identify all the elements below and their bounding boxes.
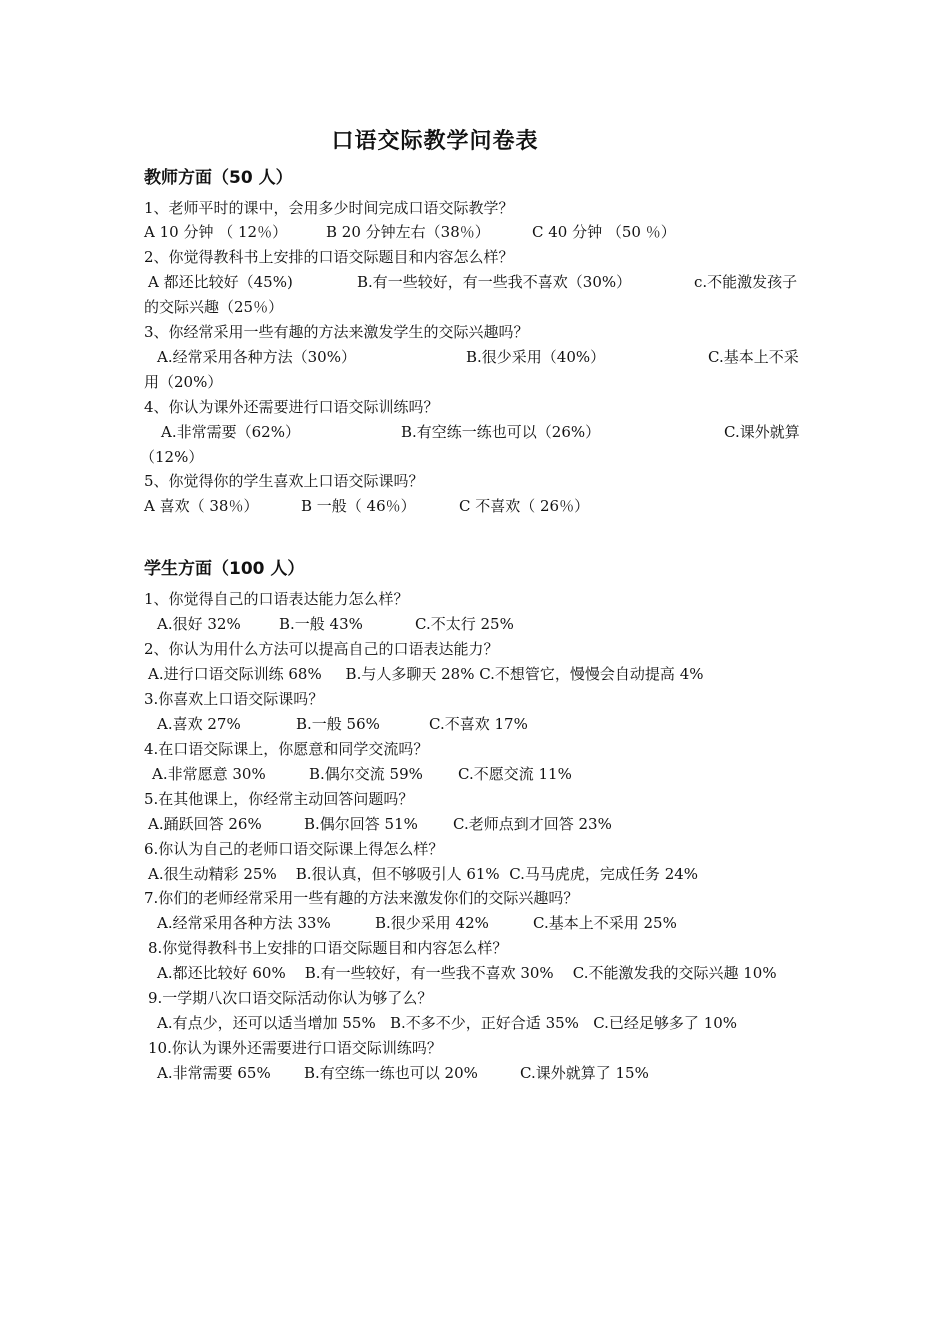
student-q1-option-b: B.一般 43% bbox=[279, 615, 363, 633]
teacher-q2-option-a: A 都还比较好（45%) bbox=[148, 273, 293, 291]
student-question-8: 8.你觉得教科书上安排的口语交际题目和内容怎么样？ bbox=[148, 939, 508, 957]
student-q7-option-b: B.很少采用 42% bbox=[375, 914, 489, 932]
teacher-q4-option-b: B.有空练一练也可以（26%） bbox=[401, 423, 601, 441]
student-q1-option-a: A.很好 32% bbox=[157, 615, 241, 633]
teacher-question-2: 2、你觉得教科书上安排的口语交际题目和内容怎么样？ bbox=[144, 248, 514, 266]
teacher-q2-option-c: c.不能激发孩子 bbox=[694, 273, 798, 291]
student-q4-option-c: C.不愿交流 11% bbox=[458, 765, 572, 783]
teacher-q4-option-c: C.课外就算 bbox=[724, 423, 800, 441]
teacher-q5-option-b: B 一般（ 46％） bbox=[301, 497, 416, 515]
student-q7-option-c: C.基本上不采用 25% bbox=[533, 914, 677, 932]
teacher-q2-option-c-continued: 的交际兴趣（25％） bbox=[144, 298, 284, 316]
student-question-6: 6.你认为自己的老师口语交际课上得怎么样？ bbox=[144, 840, 444, 858]
student-q5-option-a: A.踊跃回答 26% bbox=[148, 815, 262, 833]
teacher-question-4: 4、你认为课外还需要进行口语交际训练吗？ bbox=[144, 398, 439, 416]
teacher-q1-option-c: C 40 分钟 （50 ％） bbox=[532, 223, 676, 241]
student-options-9: A.有点少，还可以适当增加 55% B.不多不少，正好合适 35% C.已经足够多了 10% bbox=[157, 1014, 738, 1032]
student-q5-option-c: C.老师点到才回答 23% bbox=[453, 815, 612, 833]
teacher-section-heading: 教师方面（50 人） bbox=[144, 168, 293, 188]
student-options-6: A.很生动精彩 25% B.很认真，但不够吸引人 61% C.马马虎虎，完成任务 24% bbox=[148, 865, 699, 883]
student-options-8: A.都还比较好 60% B.有一些较好，有一些我不喜欢 30% C.不能激发我的交际兴趣 10% bbox=[157, 964, 777, 982]
student-question-3: 3.你喜欢上口语交际课吗？ bbox=[144, 690, 324, 708]
teacher-q3-option-a: A.经常采用各种方法（30%） bbox=[157, 348, 356, 366]
student-question-9: 9.一学期八次口语交际活动你认为够了么？ bbox=[148, 989, 433, 1007]
student-q3-option-a: A.喜欢 27% bbox=[157, 715, 241, 733]
teacher-q1-option-b: B 20 分钟左右（38％） bbox=[326, 223, 490, 241]
student-section-heading: 学生方面（100 人） bbox=[144, 559, 305, 579]
student-q3-option-c: C.不喜欢 17% bbox=[429, 715, 528, 733]
student-q10-option-a: A.非常需要 65% bbox=[157, 1064, 271, 1082]
student-question-7: 7.你们的老师经常采用一些有趣的方法来激发你们的交际兴趣吗？ bbox=[144, 889, 579, 907]
teacher-question-1: 1、老师平时的课中，会用多少时间完成口语交际教学？ bbox=[144, 199, 514, 217]
student-options-2: A.进行口语交际训练 68% B.与人多聊天 28% C.不想管它，慢慢会自动提高 4% bbox=[148, 665, 704, 683]
teacher-q3-option-b: B.很少采用（40%） bbox=[466, 348, 606, 366]
teacher-q4-option-a: A.非常需要（62%） bbox=[161, 423, 300, 441]
teacher-q5-option-c: C 不喜欢（ 26％） bbox=[459, 497, 590, 515]
student-q10-option-b: B.有空练一练也可以 20% bbox=[304, 1064, 478, 1082]
student-q1-option-c: C.不太行 25% bbox=[415, 615, 514, 633]
student-q10-option-c: C.课外就算了 15% bbox=[520, 1064, 649, 1082]
student-q4-option-b: B.偶尔交流 59% bbox=[309, 765, 423, 783]
student-question-1: 1、你觉得自己的口语表达能力怎么样？ bbox=[144, 590, 409, 608]
teacher-q5-option-a: A 喜欢（ 38％） bbox=[144, 497, 259, 515]
teacher-q4-option-c-continued: （12%） bbox=[140, 448, 204, 466]
student-question-5: 5.在其他课上，你经常主动回答问题吗？ bbox=[144, 790, 414, 808]
student-q3-option-b: B.一般 56% bbox=[296, 715, 380, 733]
teacher-q1-option-a: A 10 分钟 （ 12％） bbox=[144, 223, 288, 241]
teacher-q2-option-b: B.有一些较好，有一些我不喜欢（30%） bbox=[357, 273, 632, 291]
document-title: 口语交际教学问卷表 bbox=[331, 129, 539, 154]
teacher-q3-option-c: C.基本上不采 bbox=[708, 348, 799, 366]
student-q4-option-a: A.非常愿意 30% bbox=[152, 765, 266, 783]
student-q7-option-a: A.经常采用各种方法 33% bbox=[157, 914, 331, 932]
student-question-4: 4.在口语交际课上，你愿意和同学交流吗？ bbox=[144, 740, 429, 758]
student-question-2: 2、你认为用什么方法可以提高自己的口语表达能力？ bbox=[144, 640, 499, 658]
teacher-question-3: 3、你经常采用一些有趣的方法来激发学生的交际兴趣吗？ bbox=[144, 323, 529, 341]
teacher-q3-option-c-continued: 用（20%） bbox=[144, 373, 223, 391]
teacher-question-5: 5、你觉得你的学生喜欢上口语交际课吗？ bbox=[144, 472, 424, 490]
student-q5-option-b: B.偶尔回答 51% bbox=[304, 815, 418, 833]
student-question-10: 10.你认为课外还需要进行口语交际训练吗？ bbox=[148, 1039, 442, 1057]
